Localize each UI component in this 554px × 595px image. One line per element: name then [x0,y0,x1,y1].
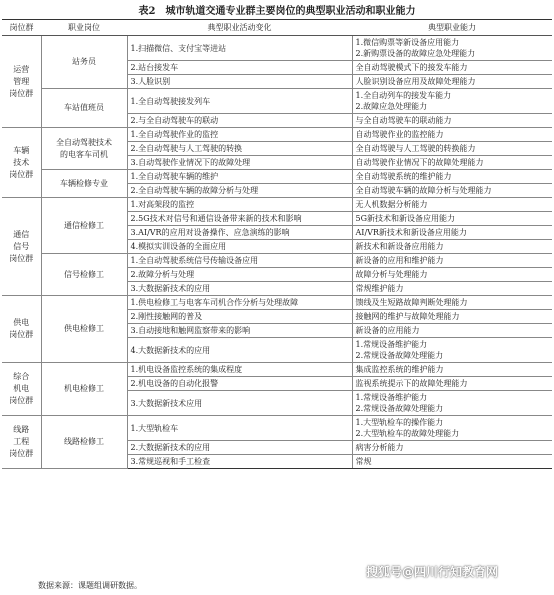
activity-cell: 2.全自动驾驶与人工驾驶的转换 [127,142,352,156]
post-cell: 站务员 [41,36,127,89]
activity-cell: 1.大型轨检车 [127,416,352,441]
activity-cell: 1.供电检修工与电客车司机合作分析与处理故障 [127,296,352,310]
ability-cell: 常规维护能力 [352,282,552,296]
ability-cell: 人脸识别设备应用及故障处理能力 [352,75,552,89]
header-group: 岗位群 [2,20,41,36]
ability-cell: 1.微信购票等新设备应用能力 2.新购票设备的故障应急处理能力 [352,36,552,61]
ability-cell: 全自动驾驶车辆的故障分析与处理能力 [352,184,552,198]
table-row [2,128,552,142]
activity-cell: 2.刚性接触网的普及 [127,310,352,324]
ability-cell: 集成监控系统的维护能力 [352,363,552,377]
table-row [2,254,552,268]
activity-cell: 1.全自动驾驶接发列车 [127,89,352,114]
ability-cell: 全自动驾驶模式下的接发车能力 [352,61,552,75]
ability-cell: 自动驾驶作业的监控能力 [352,128,552,142]
activity-cell: 4.大数据新技术的应用 [127,338,352,363]
post-cell: 机电检修工 [41,363,127,416]
ability-cell: 全自动驾驶系统的维护能力 [352,170,552,184]
table-row [2,198,552,212]
ability-cell: 1.常规设备维护能力 2.常规设备故障处理能力 [352,391,552,416]
ability-cell: 病害分析能力 [352,441,552,455]
activity-cell: 1.全自动驾驶车辆的维护 [127,170,352,184]
ability-cell: AI/VR新技术和新设备应用能力 [352,226,552,240]
ability-cell: 新技术和新设备应用能力 [352,240,552,254]
activity-cell: 1.全自动驾驶系统信号传输设备应用 [127,254,352,268]
header-activity: 典型职业活动变化 [127,20,352,36]
activity-cell: 3.自动接地和触网监察带来的影响 [127,324,352,338]
activity-cell: 2.站台接发车 [127,61,352,75]
group-cell: 综合 机电 岗位群 [2,363,41,416]
activity-cell: 3.AI/VR的应用对设备操作、应急演练的影响 [127,226,352,240]
group-cell: 线路 工程 岗位群 [2,416,41,469]
table-row [2,363,552,377]
activity-cell: 2.5G技术对信号和通信设备带来新的技术和影响 [127,212,352,226]
ability-cell: 无人机数据分析能力 [352,198,552,212]
post-cell: 车辆检修专业 [41,170,127,198]
post-cell: 供电检修工 [41,296,127,363]
activity-cell: 3.常规巡视和手工检查 [127,455,352,469]
activity-cell: 2.与全自动驾驶车的联动 [127,114,352,128]
header-ability: 典型职业能力 [352,20,552,36]
table-row [2,89,552,114]
table-row [2,170,552,184]
table-caption: 表2 城市轨道交通专业群主要岗位的典型职业活动和职业能力 [138,6,416,17]
ability-cell: 1.常规设备维护能力 2.常规设备故障处理能力 [352,338,552,363]
source-note: 数据来源：课题组调研数据。 [38,581,142,590]
activity-cell: 4.模拟实训设备的全面应用 [127,240,352,254]
table-row [2,36,552,61]
ability-cell: 1.大型轨检车的操作能力 2.大型轨检车的故障处理能力 [352,416,552,441]
activity-cell: 2.大数据新技术的应用 [127,441,352,455]
post-cell: 信号检修工 [41,254,127,296]
activity-cell: 1.对高架段的监控 [127,198,352,212]
group-cell: 供电 岗位群 [2,296,41,363]
watermark: 搜狐号@四川行知教育网 [366,565,499,579]
ability-cell: 监视系统提示下的故障处理能力 [352,377,552,391]
activity-cell: 1.扫描微信、支付宝等进站 [127,36,352,61]
activity-cell: 3.人脸识别 [127,75,352,89]
ability-cell: 新设备的应用和维护能力 [352,254,552,268]
table-body [2,36,552,469]
ability-cell: 与全自动驾驶车的联动能力 [352,114,552,128]
ability-cell: 自动驾驶作业情况下的故障处理能力 [352,156,552,170]
post-cell: 线路检修工 [41,416,127,469]
activity-cell: 1.机电设备监控系统的集成程度 [127,363,352,377]
post-cell: 全自动驾驶技术 的电客车司机 [41,128,127,170]
ability-cell: 全自动驾驶与人工驾驶的转换能力 [352,142,552,156]
ability-cell: 5G新技术和新设备应用能力 [352,212,552,226]
table-header [2,20,552,36]
ability-cell: 馈线及生短路故障判断处理能力 [352,296,552,310]
header-post: 职业岗位 [41,20,127,36]
group-cell: 车辆 技术 岗位群 [2,128,41,198]
activity-cell: 3.自动驾驶作业情况下的故障处理 [127,156,352,170]
activity-cell: 2.全自动驾驶车辆的故障分析与处理 [127,184,352,198]
ability-cell: 新设备的应用能力 [352,324,552,338]
ability-cell: 接触网的维护与故障处理能力 [352,310,552,324]
ability-cell: 常规 [352,455,552,469]
ability-cell: 故障分析与处理能力 [352,268,552,282]
table-row [2,416,552,441]
activity-cell: 2.机电设备的自动化报警 [127,377,352,391]
activity-cell: 2.故障分析与处理 [127,268,352,282]
post-cell: 车站值班员 [41,89,127,128]
activity-cell: 3.大数据新技术应用 [127,391,352,416]
activity-cell: 3.大数据新技术的应用 [127,282,352,296]
post-cell: 通信检修工 [41,198,127,254]
group-cell: 运营 管理 岗位群 [2,36,41,128]
table-row [2,296,552,310]
jobs-table [2,19,552,469]
ability-cell: 1.全自动列车的接发车能力 2.故障应急处理能力 [352,89,552,114]
group-cell: 通信 信号 岗位群 [2,198,41,296]
activity-cell: 1.全自动驾驶作业的监控 [127,128,352,142]
